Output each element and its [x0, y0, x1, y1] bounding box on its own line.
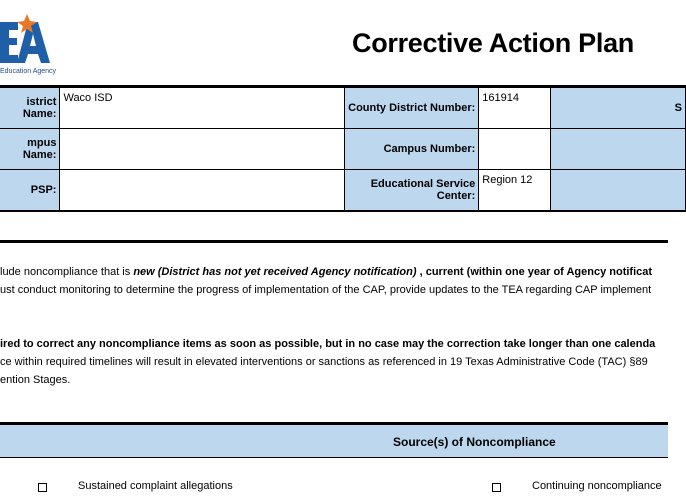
psp-label: PSP: [0, 170, 60, 212]
table-row [0, 170, 686, 212]
campus-number-label: Campus Number: [344, 129, 479, 170]
tea-logo [0, 14, 62, 80]
tea-logo-mark [0, 14, 62, 68]
instruction-paragraph-2-line-2: ce within required timelines will result in elevated interventions or sanctions as referenced in 19 Texas Administrative Code (TAC) §89 [0, 356, 648, 368]
instruction-paragraph-1-line-1 [0, 264, 668, 280]
right-edge-cell [550, 129, 685, 170]
county-district-number-label: County District Number: [344, 87, 479, 129]
paragraph-1-text-a: lude noncompliance that is [0, 266, 134, 278]
right-edge-cell [550, 170, 685, 212]
campus-name-field[interactable] [60, 129, 344, 170]
campus-number-field[interactable] [479, 129, 550, 170]
paragraph-1-emphasis: new (District has not yet received Agency notification) [133, 266, 417, 278]
campus-name-label: mpus Name: [0, 129, 60, 170]
district-info-table [0, 85, 686, 212]
logo-caption: Education Agency [0, 68, 57, 75]
district-name-field[interactable]: Waco ISD [60, 87, 344, 129]
table-row [0, 87, 686, 129]
sources-header [0, 422, 668, 458]
esc-label: Educational Service Center: [344, 170, 479, 212]
right-edge-label: S [550, 87, 685, 129]
sustained-complaint-label: Sustained complaint allegations [78, 480, 233, 492]
instruction-paragraph-2-line-3: ention Stages. [0, 374, 71, 386]
paragraph-1-text-c: , current (within one year of Agency notificat [416, 266, 653, 278]
sources-header-label: Source(s) of Noncompliance [393, 435, 556, 449]
instruction-paragraph-2-line-1: ired to correct any noncompliance items as soon as possible, but in no case may the correction take longer than one calenda [0, 338, 656, 350]
table-row [0, 129, 686, 170]
continuing-noncompliance-label: Continuing noncompliance [532, 480, 662, 492]
district-name-label: istrict Name: [0, 87, 60, 129]
county-district-number-field[interactable]: 161914 [479, 87, 550, 129]
page-title: Corrective Action Plan [352, 28, 634, 58]
instruction-paragraph-1-line-2: ust conduct monitoring to determine the progress of implementation of the CAP, provide updates to the TEA regarding CAP implement [0, 284, 652, 296]
continuing-noncompliance-checkbox[interactable] [492, 483, 501, 492]
section-divider [0, 240, 668, 243]
sustained-complaint-checkbox[interactable] [38, 483, 47, 492]
psp-field[interactable] [60, 170, 344, 212]
esc-field[interactable]: Region 12 [479, 170, 550, 212]
